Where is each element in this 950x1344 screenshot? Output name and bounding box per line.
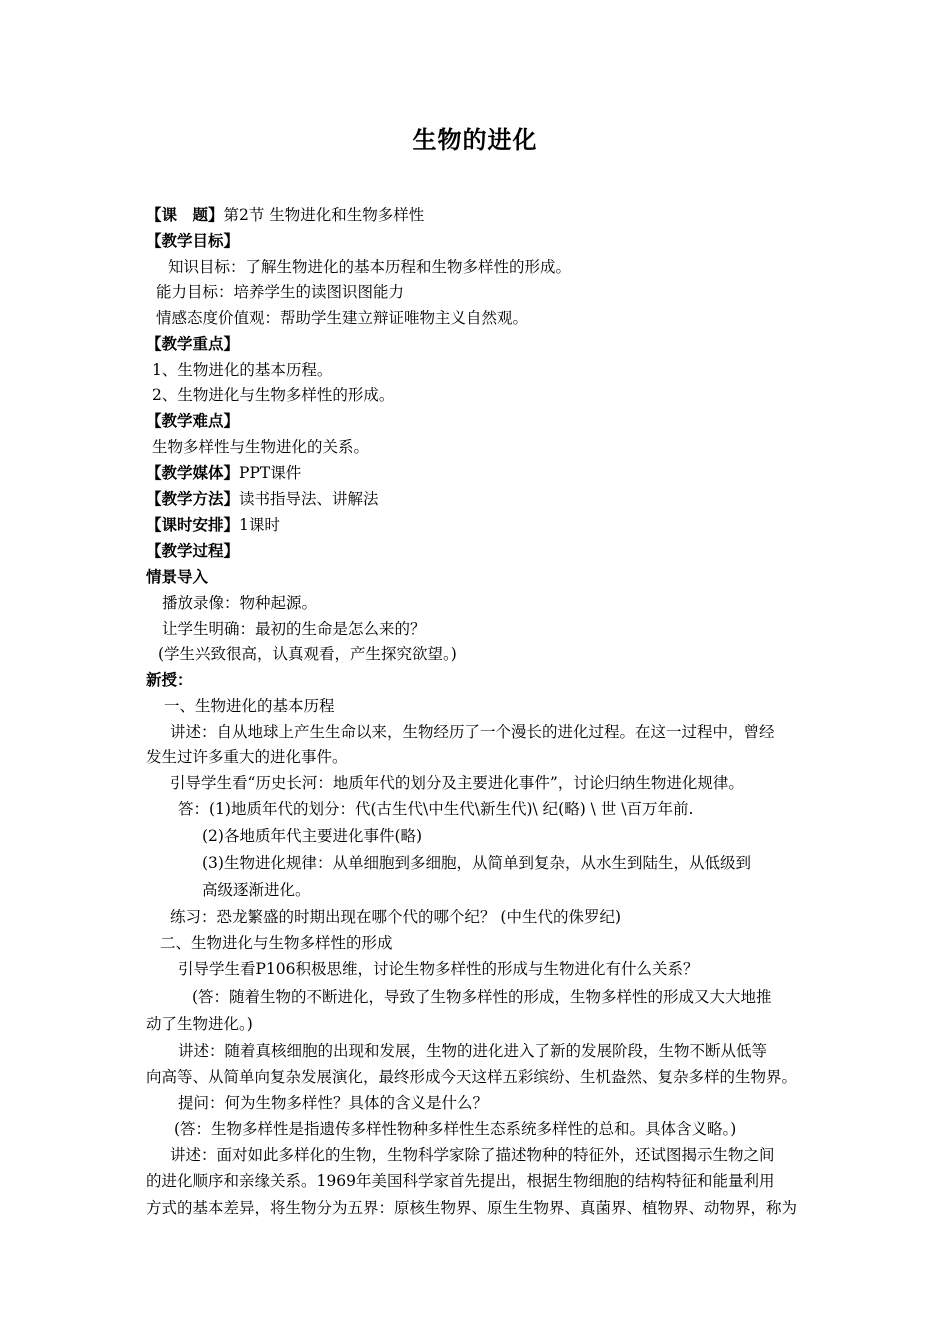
answer-line-2: (2)各地质年代主要进化事件(略) — [202, 827, 423, 845]
key-points-heading: 【教学重点】 — [146, 334, 240, 353]
intro-heading: 情景导入 — [146, 567, 209, 586]
schedule-label: 【课时安排】 — [146, 515, 240, 534]
intro-line-3: (学生兴致很高，认真观看，产生探究欲望。) — [158, 645, 457, 663]
process-heading: 【教学过程】 — [146, 541, 240, 560]
narration-1b: 发生过许多重大的进化事件。 — [146, 748, 348, 766]
answer-line-3b: 高级逐渐进化。 — [202, 881, 311, 899]
ability-goal: 能力目标：培养学生的读图识图能力 — [156, 283, 405, 301]
document-title: 生物的进化 — [412, 125, 538, 154]
narration-2b: 向高等、从简单向复杂发展演化，最终形成今天这样五彩缤纷、生机盎然、复杂多样的生物界。 — [146, 1068, 798, 1086]
narration-2a: 讲述：随着真核细胞的出现和发展，生物的进化进入了新的发展阶段，生物不断从低等 — [178, 1042, 768, 1060]
narration-3a: 讲述：面对如此多样化的生物，生物科学家除了描述物种的特征外，还试图揭示生物之间 — [170, 1146, 775, 1164]
answer-line-1: 答：(1)地质年代的划分：代(古生代\中生代\新生代)\ 纪(略) \ 世 \百万年前. — [178, 800, 694, 818]
new-lesson-heading: 新授： — [146, 670, 193, 689]
section-1-heading: 一、生物进化的基本历程 — [164, 697, 335, 715]
narration-3b: 的进化顺序和亲缘关系。1969年美国科学家首先提出，根据生物细胞的结构特征和能量利用 — [146, 1172, 775, 1190]
method-text: 读书指导法、讲解法 — [239, 490, 379, 508]
narration-3c: 方式的基本差异，将生物分为五界：原核生物界、原生生物界、真菌界、植物界、动物界，称为 — [146, 1199, 798, 1217]
media-line — [146, 463, 301, 483]
knowledge-goal: 知识目标：了解生物进化的基本历程和生物多样性的形成。 — [168, 258, 572, 276]
media-label: 【教学媒体】 — [146, 463, 240, 482]
intro-line-2: 让学生明确：最初的生命是怎么来的？ — [162, 620, 426, 638]
answer-line-3: (3)生物进化规律：从单细胞到多细胞，从简单到复杂，从水生到陆生，从低级到 — [202, 854, 751, 872]
narration-1a: 讲述：自从地球上产生生命以来，生物经历了一个漫长的进化过程。在这一过程中，曾经 — [170, 723, 775, 741]
answer-line-5: (答：生物多样性是指遗传多样性物种多样性生态系统多样性的总和。具体含义略。) — [174, 1120, 737, 1138]
section-2-heading: 二、生物进化与生物多样性的形成 — [160, 934, 393, 952]
answer-line-4a: (答：随着生物的不断进化，导致了生物多样性的形成，生物多样性的形成又大大地推 — [192, 988, 772, 1006]
guide-line-2: 引导学生看P106积极思维，讨论生物多样性的形成与生物进化有什么关系？ — [178, 960, 699, 978]
lesson-topic-label: 【课 题】 — [146, 205, 224, 224]
question-line: 提问：何为生物多样性？具体的含义是什么？ — [178, 1094, 489, 1112]
guide-line-1: 引导学生看“历史长河：地质年代的划分及主要进化事件”，讨论归纳生物进化规律。 — [170, 774, 744, 792]
schedule-line — [146, 515, 280, 535]
difficulty-heading: 【教学难点】 — [146, 411, 240, 430]
media-text: PPT课件 — [239, 464, 302, 482]
intro-line-1: 播放录像：物种起源。 — [162, 594, 318, 612]
attitude-goal: 情感态度价值观：帮助学生建立辩证唯物主义自然观。 — [156, 309, 529, 327]
schedule-text: 1课时 — [239, 516, 280, 534]
exercise-line: 练习：恐龙繁盛的时期出现在哪个代的哪个纪？ (中生代的侏罗纪) — [170, 908, 622, 926]
lesson-topic-text: 第2节 生物进化和生物多样性 — [223, 206, 425, 224]
key-point-2: 2、生物进化与生物多样性的形成。 — [152, 386, 395, 404]
lesson-topic-line — [146, 205, 424, 225]
answer-line-4b: 动了生物进化。) — [146, 1015, 253, 1033]
method-line — [146, 489, 379, 509]
method-label: 【教学方法】 — [146, 489, 240, 508]
difficulty-text: 生物多样性与生物进化的关系。 — [152, 438, 370, 456]
key-point-1: 1、生物进化的基本历程。 — [152, 361, 333, 379]
teaching-goals-heading: 【教学目标】 — [146, 231, 240, 250]
